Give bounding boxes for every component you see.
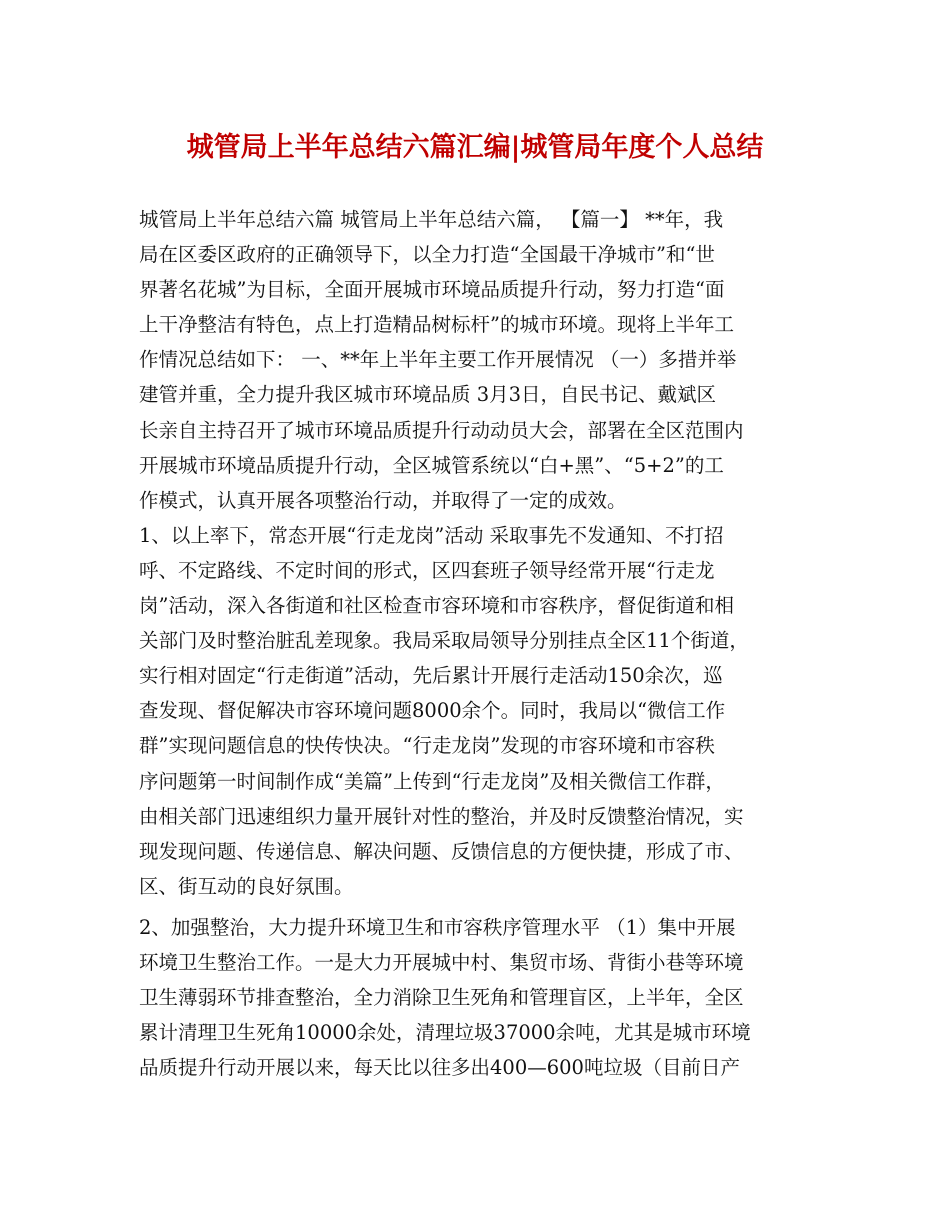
- text-line: 1、以上率下，常态开展“行走龙岗”活动 采取事先不发通知、不打招: [139, 523, 724, 547]
- text-line: 呼、不定路线、不定时间的形式，区四套班子领导经常开展“行走龙: [139, 558, 715, 582]
- text-line: 品质提升行动开展以来，每天比以往多出400—600吨垃圾（目前日产: [139, 1056, 740, 1080]
- text-line: 环境卫生整治工作。一是大力开展城中村、集贸市场、背街小巷等环境: [139, 950, 744, 974]
- text-line: 群”实现问题信息的快传快决。“行走龙岗”发现的市容环境和市容秩: [139, 734, 715, 758]
- text-line: 作模式，认真开展各项整治行动，并取得了一定的成效。: [139, 488, 627, 512]
- text-line: 作情况总结如下： 一、**年上半年主要工作开展情况 （一）多措并举: [139, 348, 737, 372]
- text-line: 岗”活动，深入各街道和社区检查市容环境和市容秩序，督促街道和相: [139, 594, 734, 618]
- text-line: 界著名花城”为目标，全面开展城市环境品质提升行动，努力打造“面: [139, 278, 725, 302]
- text-line: 卫生薄弱环节排查整治，全力消除卫生死角和管理盲区，上半年，全区: [139, 986, 744, 1010]
- text-line: 局在区委区政府的正确领导下，以全力打造“全国最干净城市”和“世: [139, 243, 715, 267]
- text-line: 现发现问题、传递信息、解决问题、反馈信息的方便快捷，形成了市、: [139, 839, 744, 863]
- text-line: 查发现、督促解决市容环境问题8000余个。同时，我局以“微信工作: [139, 699, 726, 723]
- text-line: 序问题第一时间制作成“美篇”上传到“行走龙岗”及相关微信工作群，: [139, 769, 725, 793]
- text-line: 长亲自主持召开了城市环境品质提升行动动员大会，部署在全区范围内: [139, 418, 744, 442]
- text-line: 累计清理卫生死角10000余处，清理垃圾37000余吨，尤其是城市环境: [139, 1021, 751, 1045]
- text-line: 城管局上半年总结六篇 城管局上半年总结六篇， 【篇一】 **年，我: [139, 208, 724, 231]
- text-line: 由相关部门迅速组织力量开展针对性的整治，并及时反馈整治情况，实: [139, 804, 744, 828]
- text-line: 建管并重，全力提升我区城市环境品质 3月3日，自民书记、戴斌区: [139, 383, 717, 407]
- paragraph-3: [139, 910, 829, 1085]
- text-line: 开展城市环境品质提升行动，全区城管系统以“白+黑”、“5+2”的工: [139, 453, 724, 477]
- text-line: 关部门及时整治脏乱差现象。我局采取局领导分别挂点全区11个街道，: [139, 629, 749, 653]
- text-line: 区、街互动的良好氛围。: [139, 874, 354, 898]
- document-body: [139, 202, 829, 1085]
- document-title: 城管局上半年总结六篇汇编|城管局年度个人总结: [186, 132, 764, 163]
- text-line: 实行相对固定“行走街道”活动，先后累计开展行走活动150余次，巡: [139, 664, 723, 688]
- text-line: 2、加强整治，大力提升环境卫生和市容秩序管理水平 （1）集中开展: [139, 915, 736, 939]
- text-line: 上干净整洁有特色，点上打造精品树标杆”的城市环境。现将上半年工: [139, 313, 734, 337]
- paragraph-1: [139, 202, 829, 518]
- paragraph-2: [139, 518, 829, 904]
